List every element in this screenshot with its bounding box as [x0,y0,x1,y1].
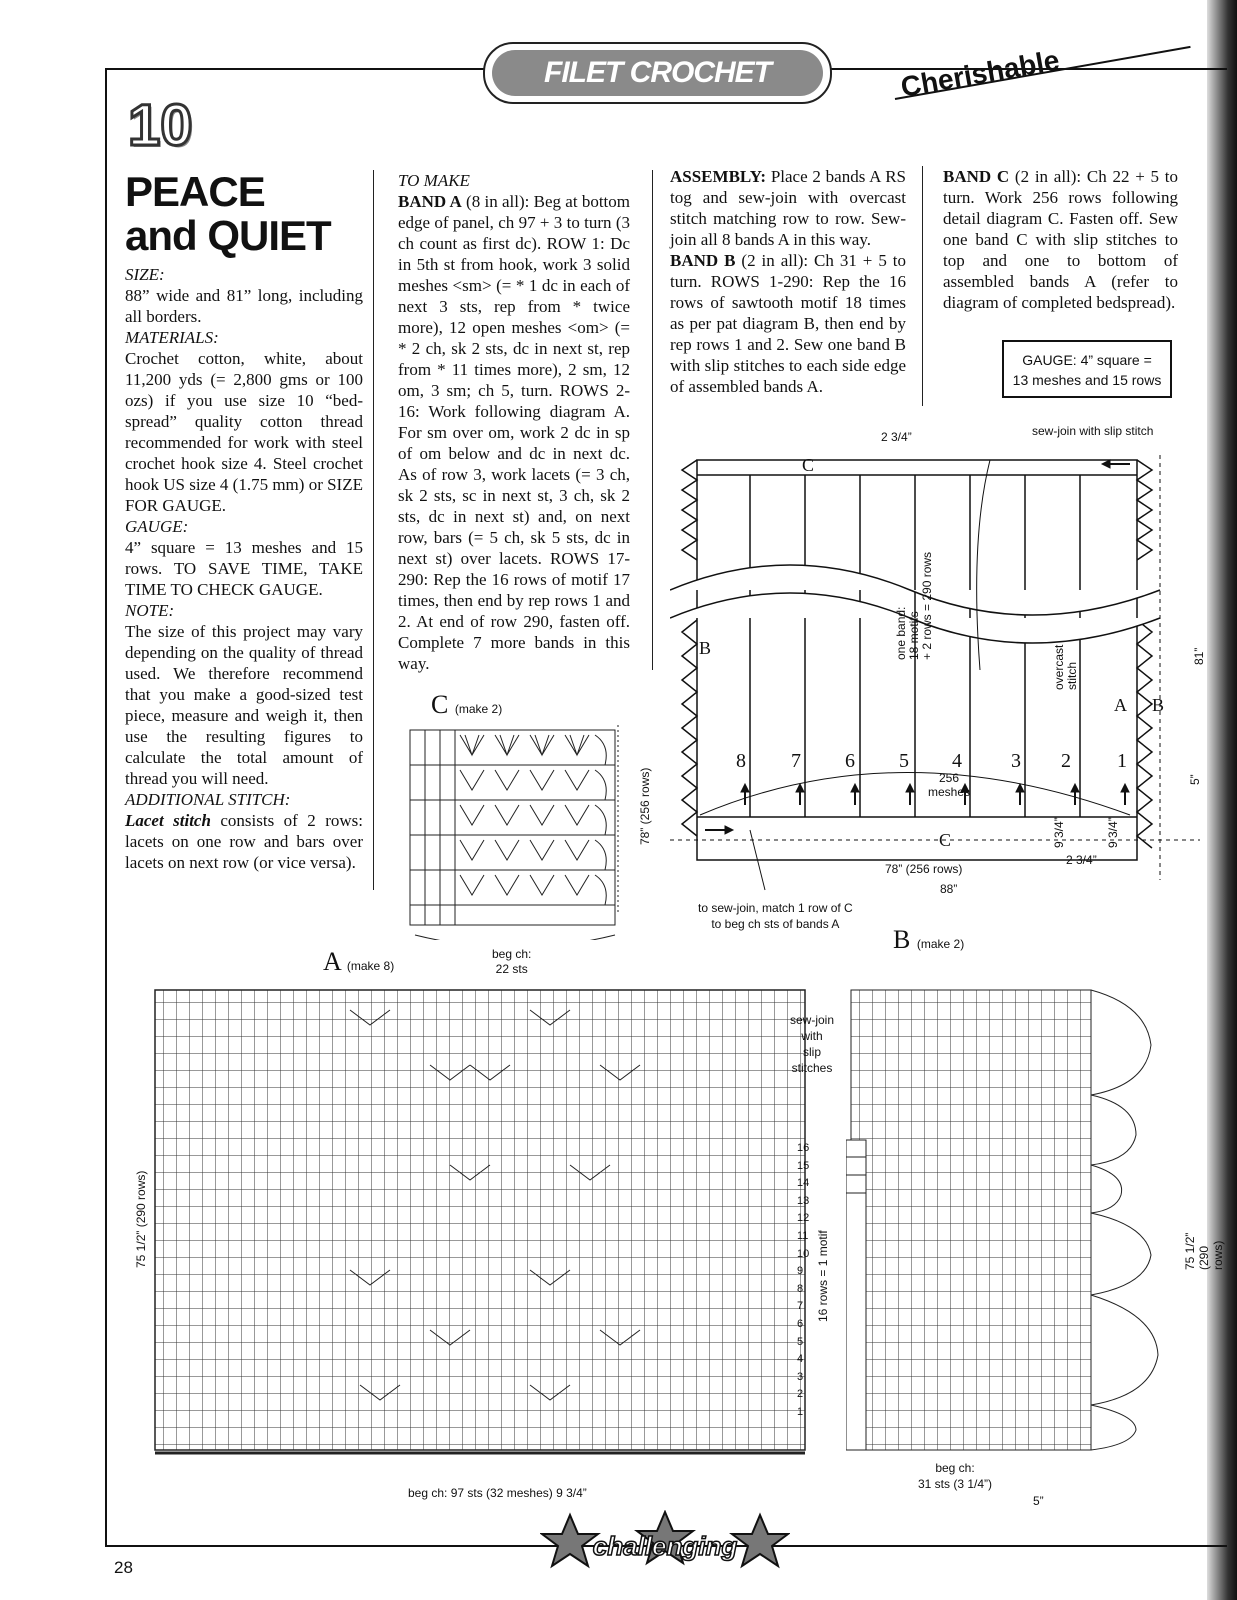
sew-join-label: sew-join with slip stitch [1032,424,1154,438]
diagram-a-row-numbers: 16 15 14 13 12 11 10 9 8 7 6 5 4 3 2 1 [797,1142,810,1418]
band-a-label: A [1114,695,1127,715]
dim-81: 81” [1192,647,1206,665]
band-c-bottom-label: C [939,830,952,850]
diagram-c-beg-ch: beg ch: 22 sts [492,947,532,976]
diagram-c-title: C (make 2) [431,690,503,719]
column-4: BAND C (2 in all): Ch 22 + 5 to turn. Work 256 rows following detail diagram C. Fasten off. Sew one band C with slip stitches to top and one to bottom of assembled bands A (refer to diagram of completed bedspread). [943,167,1178,312]
diagram-b-width: 5” [1033,1494,1044,1508]
diagram-c-side-dim: 78” (256 rows) [638,767,652,845]
difficulty-label: challenging [592,1531,738,1561]
page-number: 28 [114,1558,133,1577]
dim-bottom-width: 88” [940,882,958,896]
band-number-3: 3 [1011,750,1021,772]
dim-top: 2 3/4” [881,430,912,444]
band-number-2: 2 [1061,750,1071,772]
dim-bottom-rows: 78” (256 rows) [885,862,963,876]
dim-9-3-4-a: 9 3/4” [1052,817,1066,848]
diagram-b-beg-ch: beg ch: 31 sts (3 1/4”) [918,1461,993,1491]
band-c-top-label: C [802,455,815,475]
pattern-title: PEACE and QUIET [125,168,331,259]
assembly-diagram [670,420,1200,920]
section-banner [483,42,832,104]
column-2: TO MAKE BAND A (8 in all): Beg at bottom edge of panel, ch 97 + 3 to turn (3 ch count as first dc). ROW 1: Dc in 5th st from hook, work 3 solid meshes <sm> (= * 1 dc in each of next 3 sts, rep from * twice more), 12 open meshes <om> (= * 2 ch, sk 2 sts, dc in next st, rep from * 11 times more), 2 sm, 12 om, 3 sm; ch 5, turn. ROWS 2-16: Work following diagram A. For sm over om, work 2 dc in sp of om below and dc in next dc. As of row 3, work lacets (= 3 ch, sk 2 sts, sc in next st, 3 ch, sk 2 sts, dc in next st) and, on next row, bars (= 5 ch, sk 5 sts, dc in next st) over lacets. ROWS 17-290: Rep the 16 rows of motif 17 times, then end by rep rows 1 and 2. At end of row 290, fasten off. Complete 7 more bands in this way. [398,171,630,673]
band-b-right-label: B [1152,695,1165,715]
pattern-number: 10 [128,93,193,158]
column-rule [922,166,923,406]
dim-9-3-4-b: 9 3/4” [1106,817,1120,848]
diagram-a-motif-dim: 16 rows = 1 motif [816,1230,830,1322]
column-3: ASSEMBLY: Place 2 bands A RS tog and sew-join with overcast stitch matching row to row. Sew-join all 8 bands A in this way. BAND B (2 in all): Ch 31 + 5 to turn. ROWS 1-290: Rep the 16 rows of sawtooth motif 18 times as per pat diagram B, then end by rep rows 1 and 2. Sew one band B with slip stitches to each side edge of assembled bands A. [670,167,906,396]
column-rule [652,170,653,670]
difficulty-badge [540,1510,790,1574]
one-band-note: one band: 18 motifs + 2 rows = 290 rows [894,551,934,660]
meshes-note: 256 meshes [928,771,971,799]
band-number-4: 4 [952,750,962,772]
diagram-a-chart [150,985,815,1465]
diagram-a-beg-ch: beg ch: 97 sts (32 meshes) 9 3/4” [408,1486,587,1500]
diagram-b-sew-note: sew-join with slip stitches [790,1013,835,1075]
column-1: SIZE: 88” wide and 81” long, including all borders. MATERIALS: Crochet cotton, white, about 11,200 yds (= 2,800 gms or 100 ozs) if you use size 10 “bed-spread” quality cotton thread recommended for work with steel crochet hook size 4. Steel crochet hook US size 4 (1.75 mm) or SIZE FOR GAUGE. GAUGE: 4” square = 13 meshes and 15 rows. TO SAVE TIME, TAKE TIME TO CHECK GAUGE. NOTE: The size of this project may vary depending on the quality of thread used. We therefore recommend that you make a good-sized test piece, measure and weigh it, then use the resulting figures to calculate the total amount of thread you will need. ADDITIONAL STITCH: Lacet stitch consists of 2 rows: lacets on one row and bars over lacets on next row (or vice versa). [125,265,364,872]
gauge-box: GAUGE: 4” square = 13 meshes and 15 rows [1002,340,1172,398]
band-number-5: 5 [899,750,909,772]
diagram-a-side-dim: 75 1/2” (290 rows) [134,1170,148,1268]
overcast-note: overcast stitch [1052,644,1079,690]
band-number-8: 8 [736,750,746,772]
band-number-6: 6 [845,750,855,772]
diagram-c-chart [405,725,625,940]
diagram-b-chart [846,985,1176,1465]
band-b-left-label: B [699,638,712,658]
dim-bottom-2-3-4: 2 3/4” [1066,853,1097,867]
diagram-a-title: A (make 8) [323,947,395,976]
brand-logo: Cherishable [898,44,1062,103]
section-title: FILET CROCHET [492,50,823,96]
dim-5: 5” [1188,774,1202,785]
sew-join-note: to sew-join, match 1 row of C to beg ch sts of bands A [698,901,853,931]
diagram-b-title: B (make 2) [893,925,965,954]
diagram-b-side-dim: 75 1/2” (290 rows) [1183,1232,1225,1270]
band-number-1: 1 [1117,750,1127,772]
column-rule [373,170,374,890]
band-number-7: 7 [791,750,801,772]
